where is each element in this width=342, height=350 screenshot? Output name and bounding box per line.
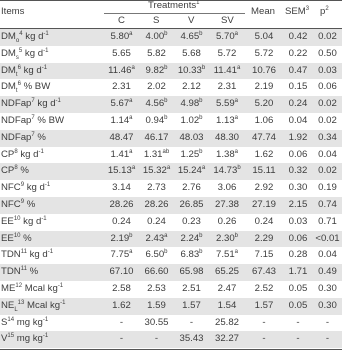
value-cell: <0.01 [315,232,340,244]
value-cell: 2.53 [147,283,166,294]
value-cell: 0.04 [318,249,337,261]
row-label: ME$^{12}$ Mcal $kg^{-1}$ [1,282,64,294]
value-cell: 2.43$^a$ [145,232,168,244]
value-cell: 1.62 [112,299,131,311]
value-cell: 0.06 [288,232,308,244]
value-cell: 2.47 [217,283,237,294]
value-cell: 5.59$^a$ [215,98,239,110]
table-row [0,180,342,197]
value-cell: 65.98 [179,266,204,278]
value-cell: 1.92 [288,131,308,143]
value-cell: 15.24$^a$ [177,165,206,177]
value-cell: 0.71 [318,215,337,227]
value-cell: 0.19 [318,182,337,194]
value-cell: 0.26 [217,215,237,227]
header-items: Items [1,6,25,17]
value-cell: 4.56$^b$ [145,98,168,110]
value-cell: 4.65$^b$ [180,30,203,42]
row-label: $DM_s^5$ kg $d^{-1}$ [1,47,49,61]
value-cell: 0.32 [288,165,308,177]
header-c: C [118,15,125,26]
row-label: $DM_t^6$ kg $d^{-1}$ [1,64,48,78]
value-cell: 48.03 [179,131,204,143]
value-cell: 2.31 [112,81,131,93]
table-row [0,231,342,248]
value-cell: 4.00$^b$ [145,30,168,42]
value-cell: 0.42 [288,31,308,42]
row-label: $NE_L^{13}$ Mcal $kg^{-1}$ [1,299,66,313]
table-row [0,147,342,164]
value-cell: 1.31$^{ab}$ [143,148,170,160]
value-cell: - [325,333,330,345]
value-cell: 0.22 [288,47,308,59]
value-cell: 11.46$^a$ [108,64,135,76]
table-row [0,197,342,214]
table-row [0,96,342,113]
value-cell: 35.43 [179,333,204,345]
value-cell: 0.15 [288,81,308,93]
value-cell: 2.02 [147,81,166,93]
value-cell: 2.24$^b$ [180,232,203,244]
table-row [0,46,342,63]
value-cell: 6.50$^b$ [145,249,168,261]
table-row [0,315,342,332]
row-label: $S^{14}$ mg $kg^{-1}$ [1,316,49,328]
row-label: $V^{15}$ mg $kg^{-1}$ [1,333,49,345]
value-cell: 0.34 [318,131,337,143]
value-cell: 7.51$^a$ [215,249,239,261]
row-label: NDFap$^7$ % [1,131,46,143]
table-row [0,63,342,80]
value-cell: 0.74 [318,199,337,210]
table-row [0,298,342,315]
value-cell: 0.94$^b$ [145,114,168,126]
value-cell: 0.02 [318,115,337,126]
value-cell: 5.72 [217,47,237,59]
value-cell: 48.47 [109,131,134,143]
value-cell: 2.52 [254,283,274,294]
value-cell: - [189,316,194,328]
value-cell: 0.06 [318,81,337,93]
row-label: NDFap$^7$ kg $d^{-1}$ [1,98,61,110]
table-row [0,130,342,147]
value-cell: 2.58 [112,283,131,294]
value-cell: 7.15 [254,249,274,261]
table-row [0,79,342,96]
value-cell: 2.19 [254,81,274,93]
value-cell: 1.14$^a$ [110,114,133,126]
value-cell: 5.82 [147,47,166,59]
table-row [0,331,342,348]
value-cell: 5.20 [254,98,274,110]
header-s: S [153,15,160,26]
value-cell: 0.02 [318,165,337,177]
value-cell: 27.19 [251,199,276,210]
value-cell: 0.04 [288,115,308,126]
value-cell: 0.04 [318,148,337,160]
row-label: NFC$^9$ kg $d^{-1}$ [1,182,51,194]
value-cell: 27.38 [214,199,239,210]
value-cell: 10.76 [251,64,276,76]
value-cell: 1.57 [182,299,201,311]
value-cell: 0.24 [147,215,166,227]
value-cell: 3.06 [217,182,237,194]
value-cell: 0.24 [254,215,274,227]
value-cell: 0.24 [288,98,308,110]
value-cell: 15.32$^a$ [142,165,171,177]
header-v: V [188,15,195,26]
value-cell: 25.82 [214,316,239,328]
value-cell: 0.28 [288,249,308,261]
value-cell: 5.72 [254,47,274,59]
value-cell: - [262,316,266,328]
value-cell: 46.17 [144,131,169,143]
value-cell: 67.10 [109,266,134,278]
value-cell: 6.83$^b$ [180,249,203,261]
value-cell: 4.98$^b$ [180,98,203,110]
row-label: $CP^8$ kg $d^{-1}$ [1,148,44,160]
header-sem: SEM$^3$ [285,5,310,17]
value-cell: 3.14 [112,182,131,194]
value-cell: 2.29 [254,232,274,244]
value-cell: 1.02$^b$ [180,114,203,126]
value-cell: 1.25$^b$ [180,148,203,160]
value-cell: 28.26 [144,199,169,210]
value-cell: 65.25 [214,266,239,278]
value-cell: 30.55 [144,316,169,328]
value-cell: 15.13$^a$ [107,165,136,177]
value-cell: 14.73$^b$ [213,165,241,177]
row-label: NDFap$^7$ % BW [1,114,65,126]
value-cell: 15.11 [252,165,276,177]
table-row [0,29,342,46]
value-cell: - [154,333,159,345]
value-cell: 1.41$^a$ [110,148,133,160]
value-cell: 1.57 [254,299,274,311]
row-label: $CP^8$ % [1,165,29,177]
table-row [0,281,342,298]
value-cell: - [325,316,330,328]
value-cell: 11.41$^a$ [213,64,241,76]
header-treatments: Treatments$^1$ [148,0,200,11]
value-cell: 10.33$^b$ [177,64,206,76]
value-cell: 0.30 [318,283,337,294]
value-cell: 0.05 [288,299,308,311]
row-label: TDN$^{11}$ % [1,266,39,278]
value-cell: 5.67$^a$ [110,98,133,110]
value-cell: 0.50 [318,47,337,59]
row-label: $DM_t^6$ % BW [1,81,51,95]
value-cell: 0.49 [318,266,337,278]
table-row [0,247,342,264]
value-cell: 2.76 [182,182,201,194]
value-cell: 2.15 [288,199,308,210]
value-cell: 1.59 [147,299,166,311]
value-cell: 0.24 [112,215,131,227]
value-cell: 66.60 [144,266,169,278]
value-cell: 1.62 [254,148,274,160]
value-cell: 32.27 [214,333,239,345]
value-cell: 67.43 [251,266,276,278]
value-cell: 7.75$^a$ [110,249,133,261]
value-cell: 5.70$^a$ [215,30,239,42]
value-cell: 1.71 [288,266,308,278]
header-p: $p^2$ [320,5,329,17]
treatments-underline [104,13,245,14]
value-cell: 2.31 [217,81,237,93]
value-cell: 2.19$^b$ [110,232,133,244]
value-cell: 1.13$^a$ [215,114,239,126]
value-cell: 0.30 [318,299,337,311]
value-cell: 0.03 [288,215,308,227]
value-cell: 0.06 [288,148,308,160]
value-cell: 47.74 [251,131,276,143]
value-cell: 9.82$^b$ [145,64,168,76]
value-cell: 5.04 [254,31,274,42]
row-label: NFC$^9$ % [1,198,36,210]
row-label: EE$^{10}$ kg $d^{-1}$ [1,215,47,227]
value-cell: 28.26 [109,199,134,210]
value-cell: 2.73 [147,182,166,194]
value-cell: 1.54 [217,299,237,311]
value-cell: 1.06 [254,115,274,126]
value-cell: 0.05 [288,283,308,294]
value-cell: 2.12 [182,81,201,93]
value-cell: 5.65 [112,47,131,59]
value-cell: 5.80$^a$ [110,30,133,42]
value-cell: 2.51 [182,283,201,294]
value-cell: 48.30 [214,131,239,143]
value-cell: 1.38$^a$ [215,148,239,160]
value-cell: - [262,333,266,345]
value-cell: - [296,316,300,328]
value-cell: 26.85 [179,199,204,210]
row-label: EE$^{10}$ % [1,232,32,244]
value-cell: 0.02 [318,98,337,110]
row-label: $DM_o^4$ kg $d^{-1}$ [1,30,49,44]
table-row [0,214,342,231]
value-cell: 0.03 [318,64,337,76]
header-mean: Mean [251,6,275,17]
header-sv: SV [221,15,234,26]
value-cell: 0.30 [288,182,308,194]
value-cell: 2.92 [254,182,274,194]
value-cell: - [119,333,124,345]
value-cell: 2.30$^b$ [215,232,239,244]
value-cell: - [296,333,300,345]
row-label: TDN$^{11}$ kg $d^{-1}$ [1,249,54,261]
table-row [0,163,342,180]
value-cell: - [119,316,124,328]
table-row [0,264,342,281]
value-cell: 0.02 [318,31,337,42]
value-cell: 5.68 [182,47,201,59]
table-row [0,113,342,130]
value-cell: 0.47 [288,64,308,76]
value-cell: 0.23 [182,215,201,227]
